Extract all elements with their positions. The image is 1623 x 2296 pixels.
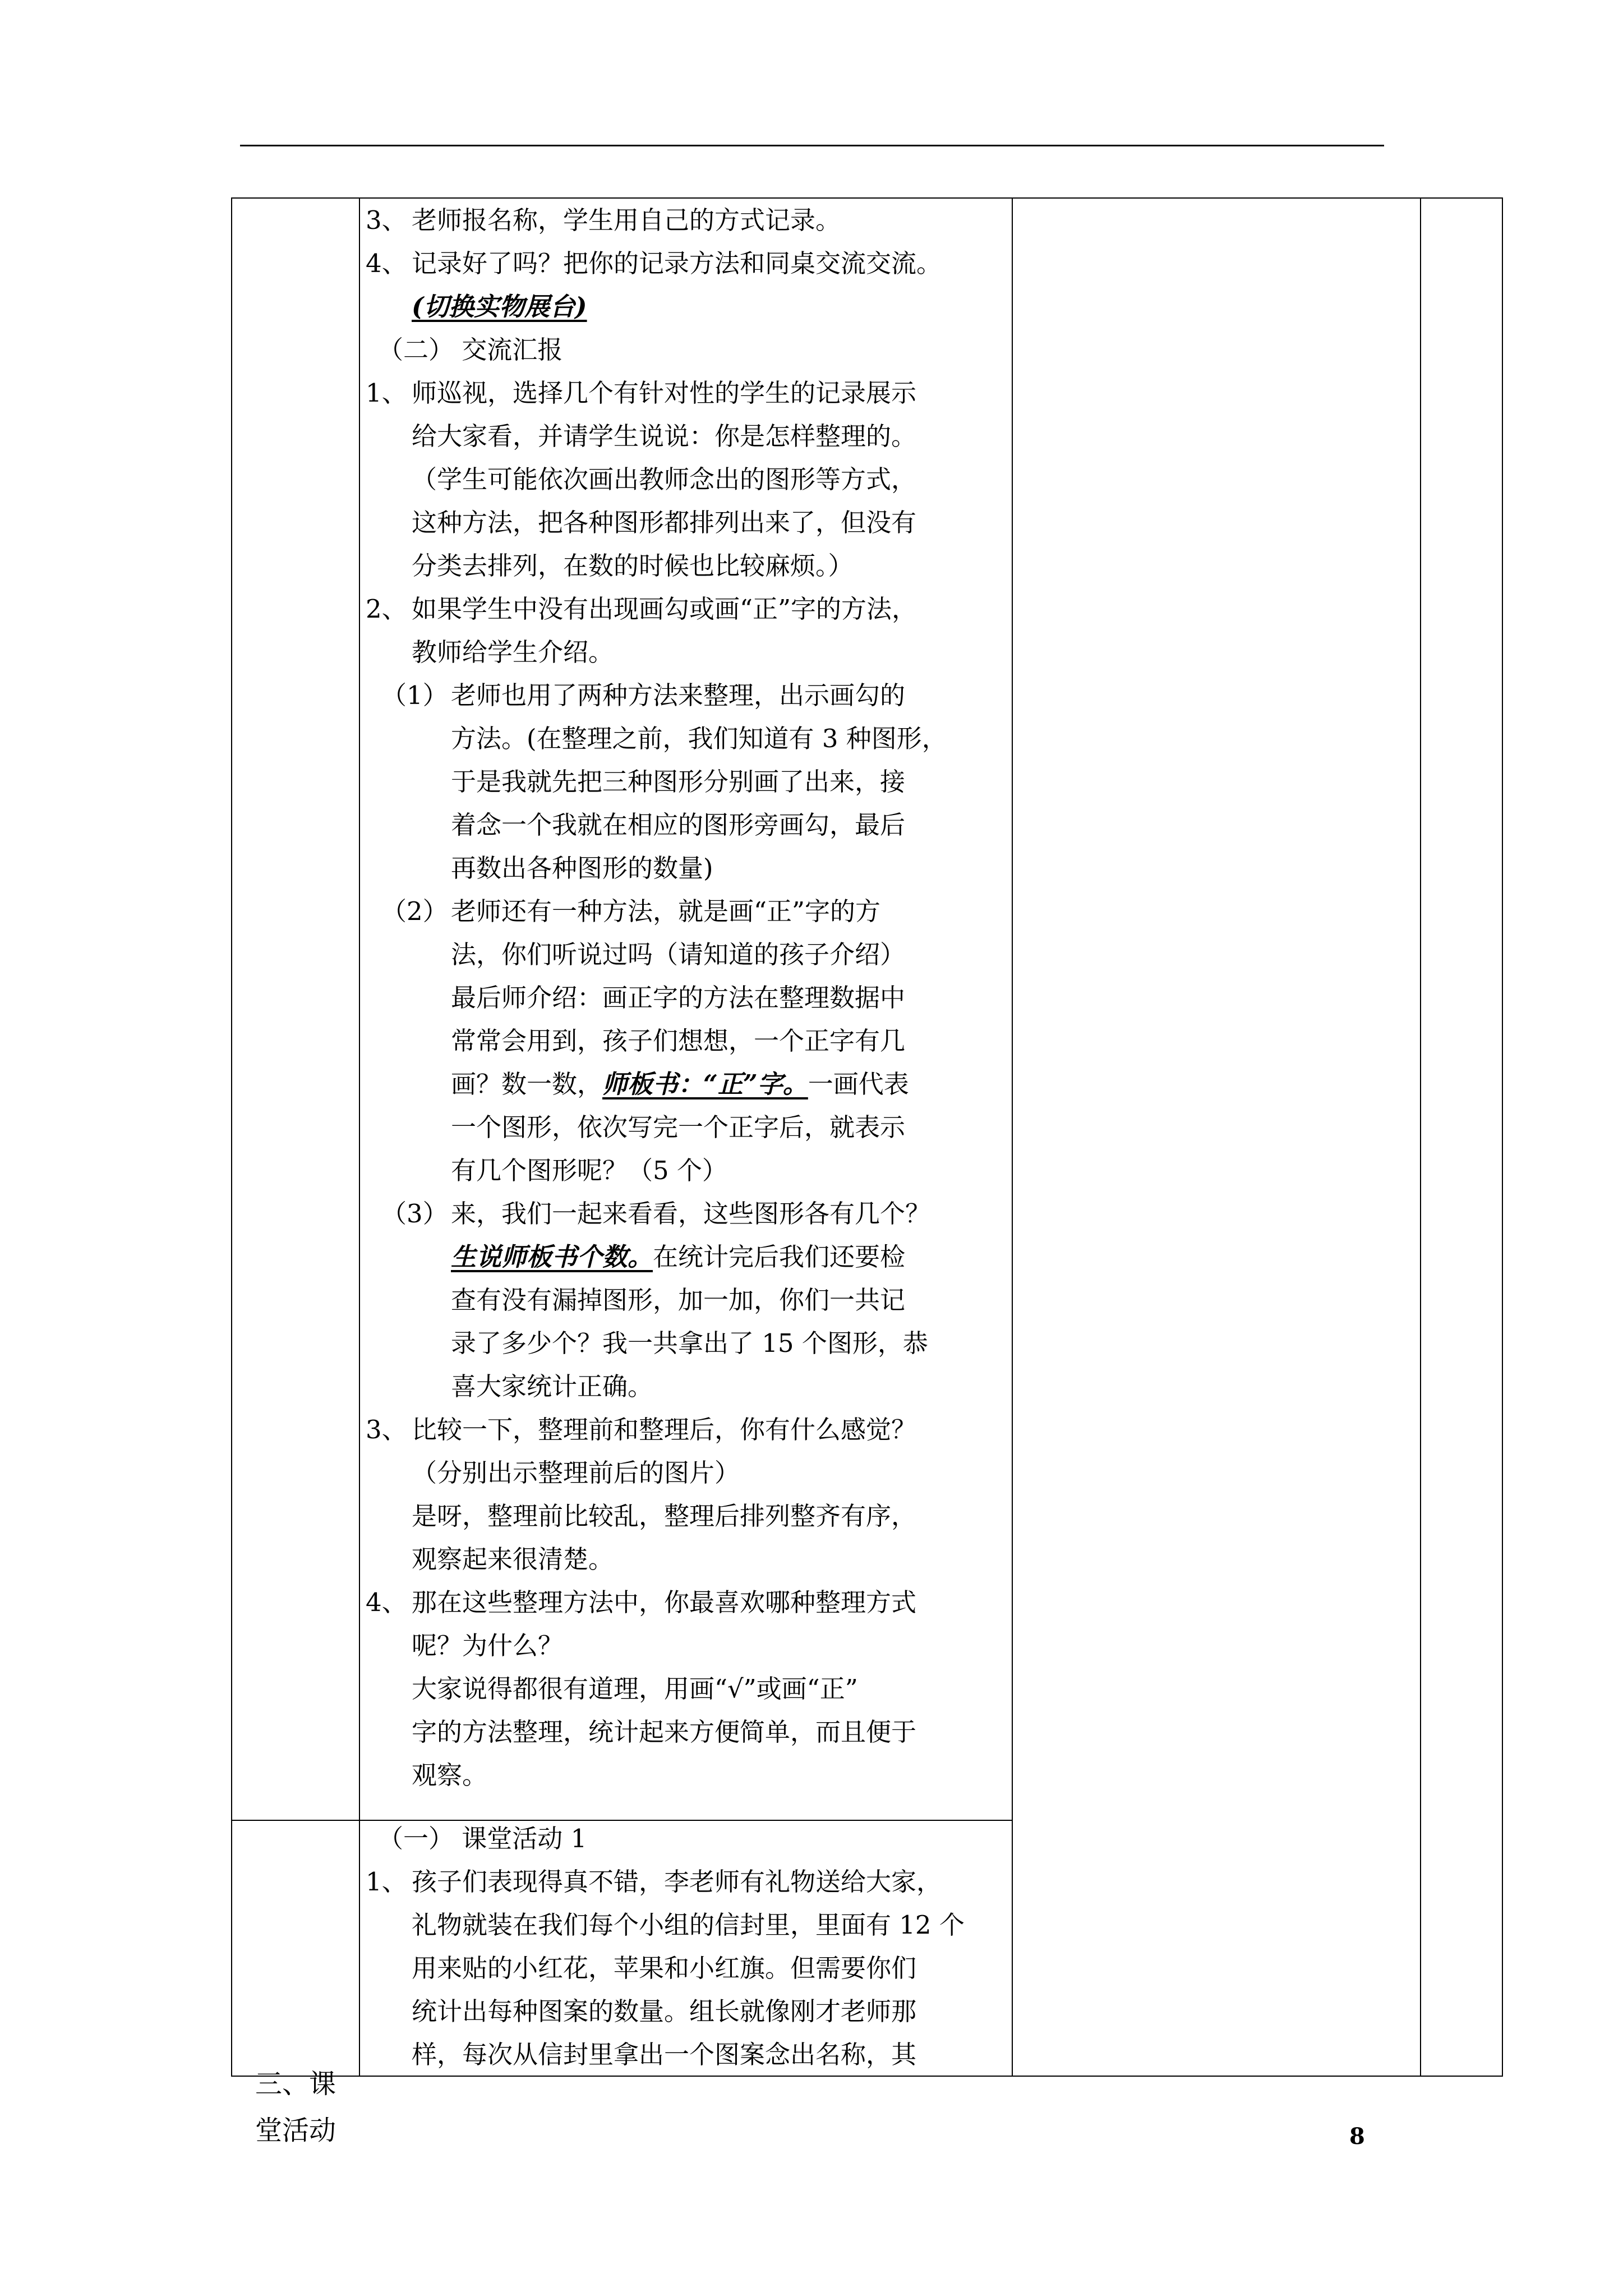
list-item: 呢？为什么？ xyxy=(412,1631,564,1660)
list-item: 是呀，整理前比较乱，整理后排列整齐有序， xyxy=(412,1501,917,1531)
section-heading: （二） 交流汇报 xyxy=(378,335,563,365)
list-item: （学生可能依次画出教师念出的图形等方式， xyxy=(412,464,917,494)
list-item: 教师给学生介绍。 xyxy=(412,637,614,667)
page-number: 8 xyxy=(1349,2123,1365,2150)
list-item: 样，每次从信封里拿出一个图案念出名称，其 xyxy=(412,2040,917,2069)
list-item: 用来贴的小红花，苹果和小红旗。但需要你们 xyxy=(412,1953,917,1983)
list-item: 大家说得都很有道理，用画“√”或画“正” xyxy=(412,1674,858,1704)
list-item: 一个图形，依次写完一个正字后，就表示 xyxy=(451,1112,906,1142)
list-item: 1、 师巡视，选择几个有针对性的学生的记录展示 xyxy=(366,378,917,408)
list-item: 于是我就先把三种图形分别画了出来，接 xyxy=(451,767,906,797)
lesson-plan-table xyxy=(231,197,1503,2146)
list-item: 再数出各种图形的数量) xyxy=(451,853,713,883)
list-item: 方法。(在整理之前，我们知道有 3 种图形， xyxy=(451,724,947,753)
list-item: 4、 记录好了吗？把你的记录方法和同桌交流交流。 xyxy=(366,249,942,278)
teaching-process-cell xyxy=(366,199,1008,1797)
list-item: 统计出每种图案的数量。组长就像刚才老师那 xyxy=(412,1996,917,2026)
projector-note: (切换实物展台) xyxy=(412,292,587,321)
header-rule xyxy=(240,145,1384,146)
list-item: 礼物就装在我们每个小组的信封里，里面有 12 个 xyxy=(412,1910,965,1940)
column-divider-2 xyxy=(1012,199,1013,2076)
list-item: 生说师板书个数。在统计完后我们还要检 xyxy=(451,1242,906,1272)
list-item: 喜大家统计正确。 xyxy=(451,1372,653,1401)
list-item: 常常会用到，孩子们想想，一个正字有几 xyxy=(451,1026,906,1056)
column-divider-3 xyxy=(1420,199,1421,2076)
list-item: 法，你们听说过吗（请知道的孩子介绍） xyxy=(451,940,906,969)
list-item: 查有没有漏掉图形，加一加，你们一共记 xyxy=(451,1285,906,1315)
list-item: 2、 如果学生中没有出现画勾或画“正”字的方法， xyxy=(366,594,917,624)
section-label: 三、课 堂活动 xyxy=(255,2068,336,2146)
list-item: 给大家看，并请学生说说：你是怎样整理的。 xyxy=(412,421,917,451)
list-item: 3、 比较一下，整理前和整理后，你有什么感觉？ xyxy=(366,1415,917,1444)
board-note: 师板书：“正”字。 xyxy=(602,1069,808,1099)
list-item: 画？数一数，师板书：“正”字。一画代表 xyxy=(451,1069,909,1099)
list-item: （1） 老师也用了两种方法来整理，出示画勾的 xyxy=(381,680,906,710)
column-divider-1 xyxy=(359,199,360,2076)
list-item: 最后师介绍：画正字的方法在整理数据中 xyxy=(451,983,906,1013)
list-item: 观察起来很清楚。 xyxy=(412,1544,614,1574)
list-item: 分类去排列，在数的时候也比较麻烦。） xyxy=(412,551,854,581)
list-item: 1、 孩子们表现得真不错，李老师有礼物送给大家， xyxy=(366,1867,942,1897)
list-item xyxy=(366,285,1008,328)
list-item: 字的方法整理，统计起来方便简单，而且便于 xyxy=(412,1717,917,1747)
list-item: 3、 老师报名称，学生用自己的方式记录。 xyxy=(366,205,841,235)
list-item: 观察。 xyxy=(412,1760,488,1790)
list-item: 录了多少个？我一共拿出了 15 个图形，恭 xyxy=(451,1328,928,1358)
list-item: （2） 老师还有一种方法，就是画“正”字的方 xyxy=(381,896,881,926)
board-note: 生说师板书个数。 xyxy=(451,1242,653,1272)
section-heading: （一） 课堂活动 1 xyxy=(378,1824,587,1853)
list-item: 有几个图形呢？（5 个） xyxy=(451,1156,727,1185)
list-item: （分别出示整理前后的图片） xyxy=(412,1458,740,1488)
classroom-activity-cell xyxy=(366,1817,1008,2076)
list-item: 这种方法，把各种图形都排列出来了，但没有 xyxy=(412,508,917,537)
list-item: （3） 来，我们一起来看看，这些图形各有几个？ xyxy=(381,1199,931,1228)
list-item: 4、 那在这些整理方法中，你最喜欢哪种整理方式 xyxy=(366,1588,917,1617)
list-item: 着念一个我就在相应的图形旁画勾，最后 xyxy=(451,810,906,840)
